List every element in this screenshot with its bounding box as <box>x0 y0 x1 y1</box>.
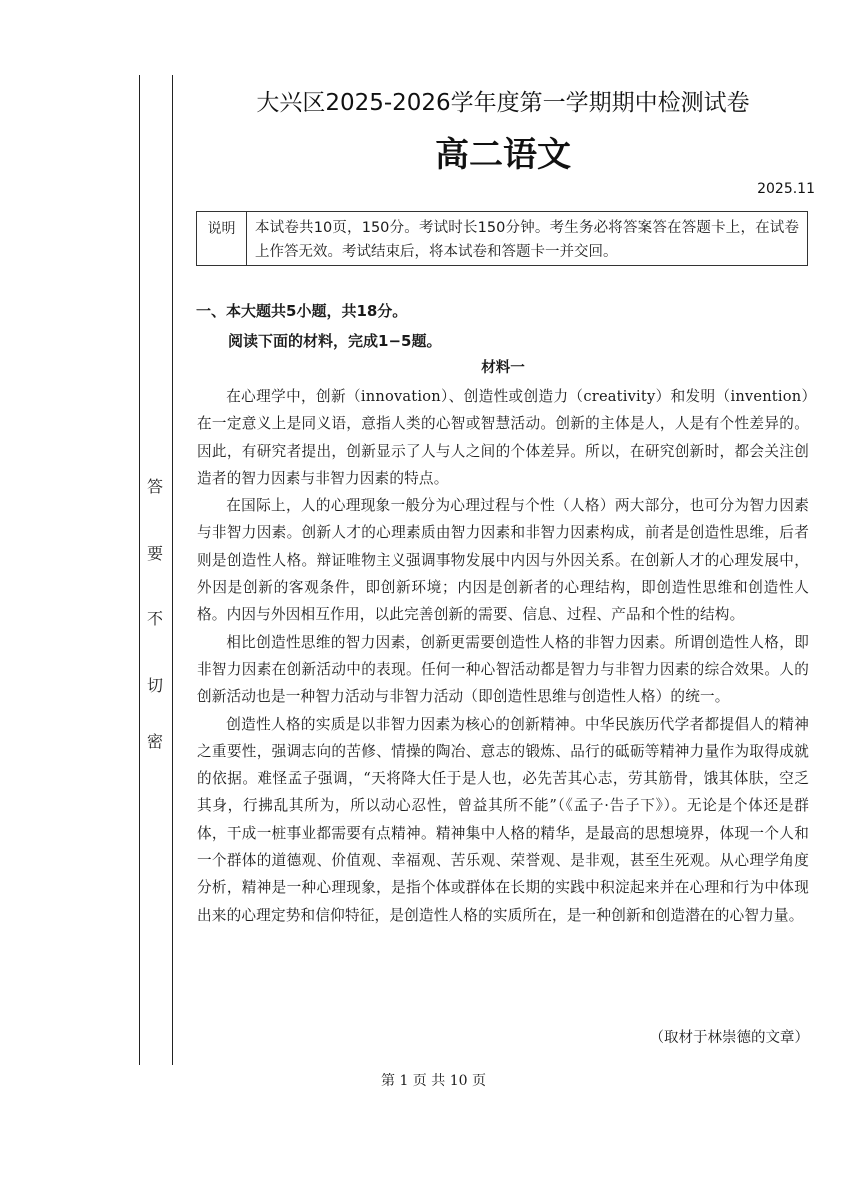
seal-char: 答 <box>146 477 163 496</box>
seal-char: 切 <box>146 676 163 695</box>
instructions-text: 本试卷共10页，150分。考试时长150分钟。考生务必将答案答在答题卡上，在试卷上作答无效。考试结束后，将本试卷和答题卡一并交回。 <box>255 220 799 260</box>
seal-char: 不 <box>146 609 163 628</box>
instructions-box <box>196 211 808 266</box>
section-instruction: 阅读下面的材料，完成1−5题。 <box>228 332 442 350</box>
source-note: （取材于林崇德的文章） <box>649 1030 809 1046</box>
exam-date: 2025.11 <box>757 181 815 197</box>
material-title: 材料一 <box>481 360 525 376</box>
seal-char: 密 <box>146 732 163 751</box>
page-number: 第 1 页 共 10 页 <box>381 1073 486 1089</box>
binding-line-inner <box>172 75 173 1065</box>
subject-title: 高二语文 <box>435 135 571 175</box>
passage-body <box>197 383 809 929</box>
passage-paragraph: 相比创造性思维的智力因素，创新更需要创造性人格的非智力因素。所谓创造性人格，即非智力因素在创新活动中的表现。任何一种心智活动都是智力与非智力因素的综合效果。人的创新活动也是一种智力活动与非智力活动（即创造性思维与创造性人格）的统一。 <box>197 633 809 706</box>
exam-title: 大兴区2025-2026学年度第一学期期中检测试卷 <box>256 90 750 116</box>
passage-paragraph: 创造性人格的实质是以非智力因素为核心的创新精神。中华民族历代学者都提倡人的精神之重要性，强调志向的苦修、情操的陶冶、意志的锻炼、品行的砥砺等精神力量作为取得成就的依据。难怪孟子强调，“天将降大任于是人也，必先苦其心志，劳其筋骨，饿其体肤，空乏其身，行拂乱其所为，所以动心忍性，曾益其所不能”（《孟子·告子下》）。无论是个体还是群体，干成一桩事业都需要有点精神。精神集中人格的精华，是最高的思想境界，体现一个人和一个群体的道德观、价值观、幸福观、苦乐观、荣誉观、是非观，甚至生死观。从心理学角度分析，精神是一种心理现象，是指个体或群体在长期的实践中积淀起来并在心理和行为中体现出来的心理定势和信仰特征，是创造性人格的实质所在，是一种创新和创造潜在的心智力量。 <box>197 715 809 924</box>
instructions-label: 说明 <box>197 212 247 265</box>
passage-paragraph: 在国际上，人的心理现象一般分为心理过程与个性（人格）两大部分，也可分为智力因素与非智力因素。创新人才的心理素质由智力因素和非智力因素构成，前者是创造性思维，后者则是创造性人格。辩证唯物主义强调事物发展中内因与外因关系。在创新人才的心理发展中，外因是创新的客观条件，即创新环境；内因是创新者的心理结构，即创造性思维和创造性人格。内因与外因相互作用，以此完善创新的需要、信息、过程、产品和个性的结构。 <box>197 497 809 624</box>
seal-char: 要 <box>146 544 163 563</box>
passage-paragraph: 在心理学中，创新（innovation）、创造性或创造力（creativity）和发明（invention）在一定意义上是同义语，意指人类的心智或智慧活动。创新的主体是人，人是有个性差异的。因此，有研究者提出，创新显示了人与人之间的个体差异。所以，在研究创新时，都会关注创造者的智力因素与非智力因素的特点。 <box>197 388 809 487</box>
binding-line-outer <box>139 75 140 1065</box>
section-heading: 一、本大题共5小题，共18分。 <box>196 302 408 320</box>
